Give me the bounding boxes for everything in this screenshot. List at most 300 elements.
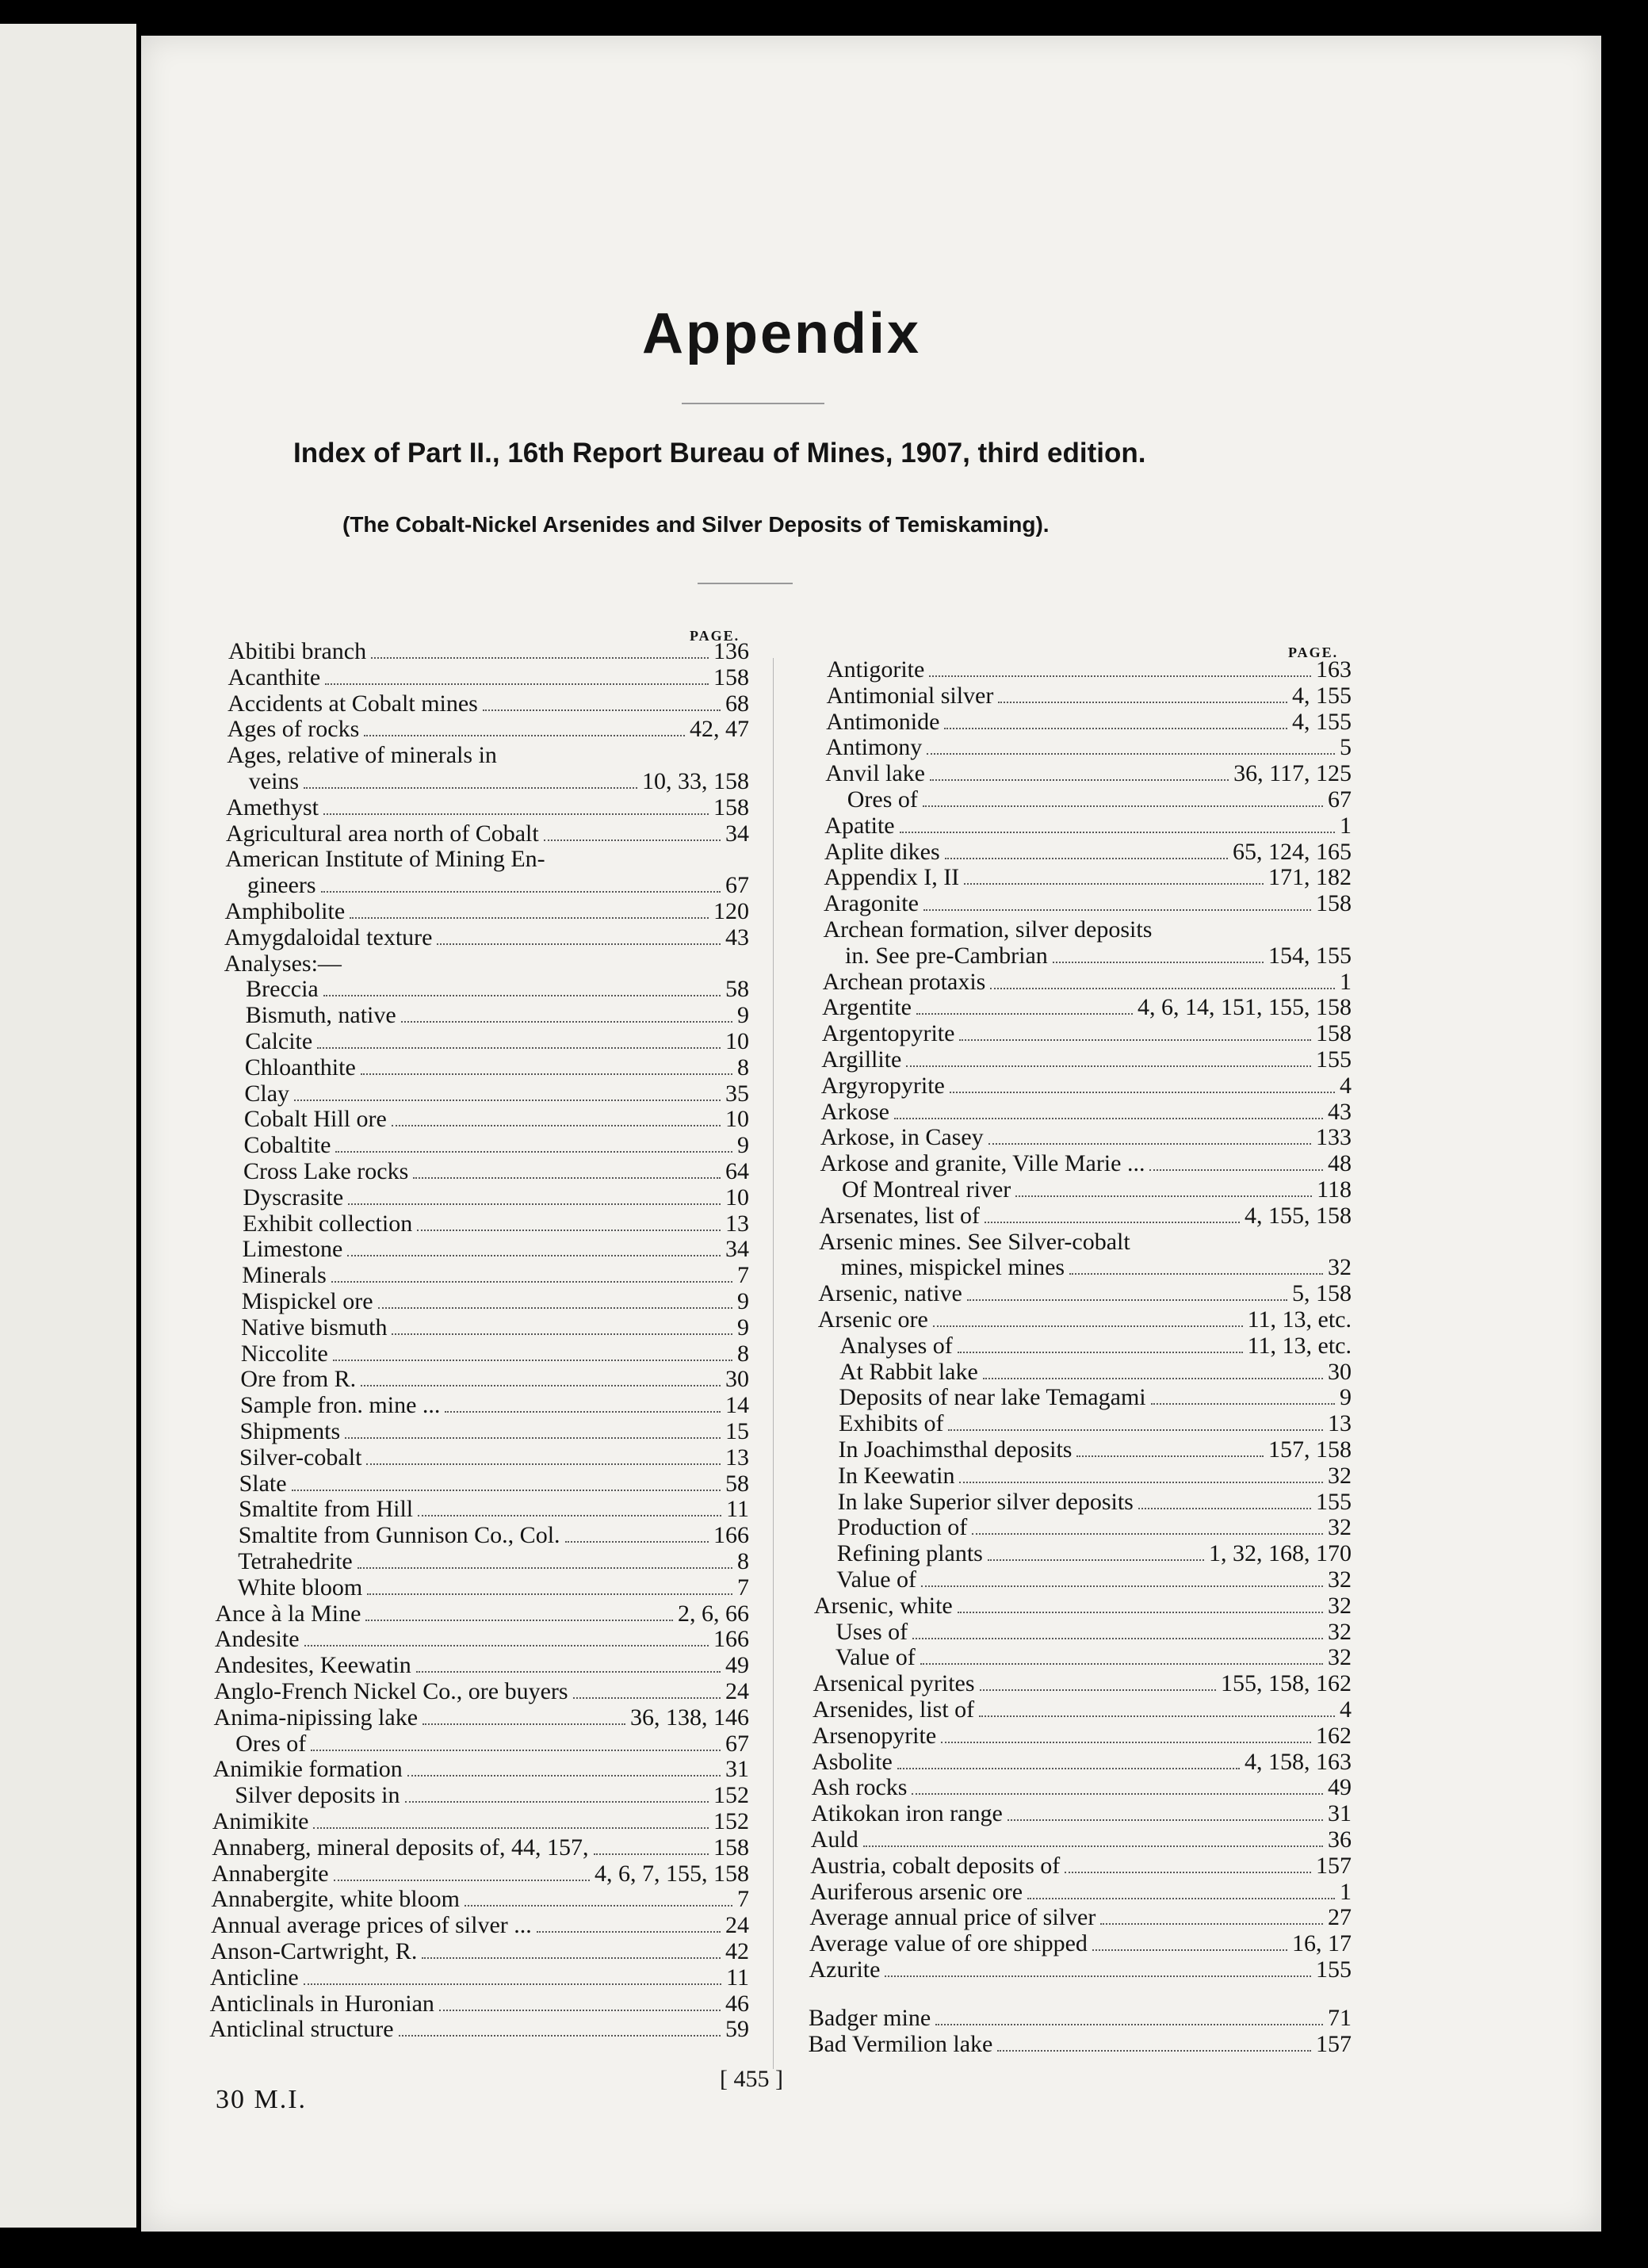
index-entry (825, 761, 1352, 786)
leader-dots (979, 1700, 1335, 1717)
entry-page: 11, 13, etc. (1247, 1332, 1352, 1359)
leader-dots (985, 1206, 1240, 1223)
entry-term: Amygdaloidal texture (224, 924, 433, 950)
index-entry (824, 891, 1352, 916)
left-page-edge (0, 24, 136, 2228)
index-entry (213, 1757, 749, 1782)
entry-term: Ores of (847, 786, 918, 813)
entry-page: 31 (1327, 1800, 1352, 1827)
entry-term: Anticline (210, 1964, 299, 1991)
leader-dots (304, 771, 637, 789)
leader-dots (929, 660, 1311, 677)
index-entry (214, 1653, 749, 1678)
index-entry (835, 1645, 1352, 1670)
leader-dots (988, 1127, 1311, 1145)
entry-page: 46 (725, 1990, 749, 2017)
index-entry (246, 977, 749, 1002)
leader-dots (1069, 1257, 1323, 1275)
index-entry (225, 899, 750, 924)
index-entry (211, 1887, 749, 1912)
entry-term: Arsenic, native (818, 1280, 962, 1307)
entry-term: Silver-cobalt (239, 1444, 362, 1471)
leader-dots (361, 1058, 732, 1075)
leader-dots (445, 1395, 721, 1413)
leader-dots (916, 997, 1133, 1015)
entry-page: 133 (1315, 1124, 1352, 1151)
entry-page: 158 (1315, 890, 1352, 917)
leader-dots (1149, 1153, 1323, 1171)
entry-term: Niccolite (240, 1340, 328, 1367)
index-subtitle-secondary: (The Cobalt-Nickel Arsenides and Silver Deposits of Temiskaming). (342, 512, 1050, 537)
entry-term: Smaltite from Gunnison Co., Col. (238, 1522, 560, 1549)
index-entry (242, 1263, 749, 1288)
leader-dots (1015, 1180, 1312, 1197)
leader-dots (335, 1135, 732, 1153)
leader-dots (292, 1474, 721, 1491)
entry-page: 8 (736, 1340, 749, 1367)
entry-page: 8 (736, 1054, 749, 1080)
leader-dots (465, 1889, 732, 1907)
left-page-label: PAGE. (690, 628, 740, 644)
entry-term: Arsenic, white (813, 1592, 953, 1619)
entry-term: Ance à la Mine (215, 1600, 361, 1627)
leader-dots (416, 1655, 721, 1673)
index-entry (244, 1081, 749, 1107)
leader-dots (323, 979, 721, 996)
entry-page: 34 (725, 1236, 749, 1263)
index-entry (245, 1055, 749, 1080)
index-entry (813, 1697, 1352, 1723)
entry-term: Argyropyrite (820, 1072, 945, 1099)
leader-dots (920, 1647, 1323, 1665)
leader-dots (950, 1076, 1335, 1093)
index-entry (240, 1393, 749, 1418)
leader-dots (1027, 1882, 1335, 1899)
entry-term: Cobaltite (243, 1132, 331, 1159)
index-entry (209, 2017, 749, 2042)
column-divider (773, 658, 774, 2069)
entry-page: 36, 138, 146 (629, 1704, 749, 1731)
index-entry (210, 1991, 749, 2017)
index-entry (241, 1315, 749, 1341)
entry-page: 4, 158, 163 (1244, 1748, 1352, 1775)
entry-term: Analyses:— (224, 950, 342, 977)
entry-term: Value of (836, 1566, 917, 1593)
leader-dots (550, 851, 744, 866)
entry-page: 32 (1328, 1566, 1352, 1593)
index-entry (228, 717, 749, 742)
entry-term: Exhibit collection (243, 1210, 413, 1237)
entry-term: Arsenical pyrites (813, 1670, 975, 1697)
entry-page: 67 (1328, 786, 1352, 813)
leader-dots (897, 1752, 1240, 1769)
index-entry (845, 943, 1352, 969)
entry-page: 155 (1316, 1956, 1352, 1983)
index-entry (838, 1490, 1352, 1515)
entry-term: veins (248, 768, 300, 794)
entry-term: Deposits of near lake Temagami (839, 1384, 1146, 1411)
entry-term: Exhibits of (838, 1410, 944, 1437)
leader-dots (304, 1629, 709, 1646)
entry-page: 31 (725, 1756, 749, 1783)
index-entry (215, 1601, 749, 1627)
leader-dots (945, 842, 1228, 859)
entry-term: mines, mispickel mines (840, 1254, 1065, 1281)
index-entry (227, 743, 749, 768)
entry-term: Bismuth, native (245, 1002, 396, 1029)
index-entry (811, 1827, 1352, 1853)
leader-dots (565, 1525, 709, 1543)
leader-dots (348, 1188, 721, 1205)
entry-page: 36, 117, 125 (1233, 760, 1352, 787)
leader-dots (345, 1421, 721, 1439)
entry-term: Archean protaxis (822, 968, 986, 995)
entry-page: 32 (1327, 1618, 1352, 1645)
leader-dots (1157, 921, 1347, 937)
index-entry (239, 1523, 749, 1548)
entry-page: 155 (1315, 1488, 1352, 1515)
entry-term: In Joachimsthal deposits (838, 1436, 1073, 1463)
leader-dots (413, 1161, 721, 1179)
entry-term: Ore from R. (240, 1366, 357, 1393)
index-entry (224, 925, 749, 950)
entry-term: Production of (837, 1514, 968, 1541)
leader-dots (1076, 1440, 1264, 1457)
leader-dots (325, 667, 709, 685)
leader-dots (959, 1023, 1311, 1041)
leader-dots (980, 1673, 1216, 1691)
entry-page: 42 (725, 1938, 749, 1964)
entry-page: 158 (713, 1834, 749, 1861)
index-entry (240, 1367, 749, 1392)
entry-term: Silver deposits in (235, 1782, 400, 1809)
index-entry (243, 1133, 749, 1158)
leader-dots (933, 1310, 1243, 1327)
index-entry (243, 1211, 749, 1237)
leader-dots (401, 1005, 732, 1023)
leader-dots (972, 1517, 1323, 1535)
page-title: Appendix (642, 302, 922, 365)
leader-dots (1138, 1492, 1311, 1509)
leader-dots (437, 927, 721, 945)
entry-page: 65, 124, 165 (1232, 838, 1352, 865)
leader-dots (912, 1622, 1323, 1639)
entry-page: 10 (725, 1106, 749, 1133)
leader-dots (927, 737, 1335, 755)
entry-page: 10 (725, 1028, 749, 1054)
index-entry (243, 1159, 749, 1184)
index-entry (826, 735, 1352, 760)
index-entry (824, 813, 1352, 839)
leader-dots (313, 1811, 709, 1829)
entry-term: Breccia (246, 976, 319, 1003)
index-entry (824, 917, 1352, 943)
entry-term: Cross Lake rocks (243, 1158, 409, 1184)
index-entry (245, 1029, 749, 1054)
entry-page: 4 (1339, 1072, 1352, 1099)
entry-page: 32 (1327, 1592, 1352, 1619)
index-subtitle: Index of Part II., 16th Report Bureau of Mines, 1907, third edition. (293, 438, 1146, 469)
entry-term: Animikite (212, 1808, 309, 1834)
leader-dots (544, 824, 721, 841)
entry-page: 9 (736, 1314, 749, 1341)
entry-page: 32 (1327, 1254, 1352, 1281)
index-entry (835, 1620, 1352, 1645)
entry-term: Auriferous arsenic ore (809, 1878, 1023, 1905)
entry-page: 4, 6, 14, 151, 155, 158 (1137, 994, 1352, 1021)
index-entry (809, 2006, 1352, 2031)
index-entry (811, 1801, 1352, 1826)
entry-term: Antimonide (826, 708, 940, 735)
index-entry (809, 2032, 1352, 2057)
entry-page: 4, 155 (1291, 708, 1352, 735)
index-entry (839, 1411, 1352, 1436)
index-entry (226, 821, 749, 847)
index-entry (242, 1289, 749, 1314)
leader-dots (958, 1336, 1243, 1353)
index-entry (809, 1931, 1352, 1956)
leader-dots (321, 875, 721, 893)
index-entry (810, 1880, 1352, 1905)
index-entry (212, 1835, 749, 1861)
index-entry (247, 873, 749, 898)
entry-page: 158 (713, 664, 749, 690)
entry-page: 59 (725, 2016, 749, 2043)
index-entry (818, 1307, 1352, 1333)
leader-dots (885, 1960, 1311, 1977)
entry-term: Smaltite from Hill (239, 1496, 414, 1523)
entry-page: 162 (1315, 1722, 1352, 1749)
leader-dots (923, 893, 1311, 911)
index-entry (826, 709, 1352, 735)
entry-page: 67 (725, 1730, 749, 1757)
leader-dots (921, 1570, 1323, 1587)
entry-page: 43 (1327, 1098, 1352, 1125)
entry-page: 157 (1315, 2030, 1352, 2057)
entry-page: 9 (736, 1002, 749, 1029)
entry-term: Argentopyrite (821, 1020, 955, 1047)
entry-term: Average annual price of silver (809, 1904, 1096, 1931)
index-entry (243, 1237, 749, 1262)
index-entry (814, 1593, 1352, 1619)
index-entry (212, 1861, 749, 1887)
entry-term: Dyscrasite (243, 1184, 344, 1210)
entry-page: 8 (737, 1548, 749, 1574)
index-entry (841, 1255, 1352, 1280)
entry-term: Chloanthite (244, 1054, 356, 1080)
entry-term: Ages of rocks (227, 716, 360, 743)
entry-page: 30 (725, 1366, 749, 1393)
entry-page: 64 (725, 1158, 749, 1184)
entry-page: 2, 6, 66 (677, 1600, 749, 1627)
entry-term: Shipments (239, 1418, 341, 1444)
entry-page: 10, 33, 158 (642, 768, 749, 794)
entry-term: In lake Superior silver deposits (837, 1488, 1134, 1515)
index-entry (244, 1107, 749, 1132)
entry-term: Arkose, in Casey (820, 1124, 984, 1151)
leader-dots (422, 1941, 721, 1959)
leader-dots (371, 641, 709, 659)
leader-dots (334, 1864, 590, 1881)
entry-term: Annabergite (211, 1860, 329, 1887)
entry-page: 67 (725, 872, 749, 899)
entry-page: 30 (1327, 1358, 1352, 1385)
entry-page: 13 (725, 1210, 749, 1237)
entry-page: 152 (713, 1782, 749, 1809)
entry-page: 11 (726, 1964, 749, 1991)
entry-page: 42, 47 (689, 716, 749, 743)
leader-dots (323, 797, 709, 815)
leader-dots (347, 1239, 721, 1256)
entry-term: Analyses of (839, 1332, 953, 1359)
entry-page: 5, 158 (1291, 1280, 1352, 1307)
entry-page: 27 (1327, 1904, 1352, 1931)
entry-term: Aragonite (823, 890, 919, 917)
entry-term: Apatite (824, 812, 895, 839)
entry-page: 35 (725, 1080, 749, 1107)
index-entry (836, 1567, 1352, 1593)
entry-page: 24 (725, 1912, 749, 1939)
entry-page: 7 (736, 1574, 749, 1601)
index-entry (212, 1809, 749, 1834)
index-entry (837, 1541, 1352, 1566)
leader-dots (392, 1318, 732, 1335)
leader-dots (304, 1968, 721, 1985)
entry-term: Acanthite (228, 664, 321, 690)
index-entry (215, 1627, 749, 1652)
entry-page: 9 (1339, 1384, 1352, 1411)
entry-term: Tetrahedrite (238, 1548, 353, 1574)
entry-term: Arsenic ore (817, 1306, 928, 1333)
entry-page: 7 (736, 1886, 749, 1913)
entry-page: 152 (713, 1808, 749, 1834)
entry-term: Native bismuth (241, 1314, 388, 1341)
entry-term: Anvil lake (825, 760, 925, 787)
leader-dots (365, 1604, 673, 1621)
index-entry (238, 1549, 749, 1574)
entry-term: Calcite (245, 1028, 313, 1054)
entry-page: 163 (1316, 656, 1352, 683)
leader-dots (378, 1291, 732, 1309)
leader-dots (941, 1726, 1311, 1743)
index-entry (827, 657, 1352, 683)
leader-dots (958, 1596, 1323, 1613)
index-entry (214, 1705, 749, 1731)
index-entry (824, 840, 1352, 865)
leader-dots (399, 2019, 721, 2037)
entry-term: Arsenates, list of (819, 1202, 981, 1229)
leader-dots (358, 1551, 732, 1569)
entry-term: Andesite (214, 1626, 300, 1653)
index-entry (839, 1333, 1352, 1359)
entry-term: Anticlinal structure (209, 2016, 394, 2043)
entry-page: 58 (725, 976, 749, 1003)
entry-page: 4, 6, 7, 155, 158 (594, 1860, 749, 1887)
entry-term: Amethyst (226, 794, 319, 820)
entry-term: Value of (835, 1644, 916, 1671)
leader-dots (423, 1708, 625, 1725)
entry-page: 16, 17 (1291, 1930, 1352, 1957)
index-entry (819, 1230, 1352, 1255)
index-entry (818, 1281, 1352, 1306)
entry-term: Mispickel ore (241, 1288, 373, 1314)
leader-dots (367, 1578, 732, 1595)
index-entry (823, 970, 1352, 995)
entry-page: 158 (713, 794, 749, 820)
index-entry (827, 683, 1352, 709)
entry-term: Anima-nipissing lake (213, 1704, 419, 1731)
index-entry (235, 1731, 749, 1757)
index-entry (839, 1360, 1352, 1385)
entry-term: Animikie formation (212, 1756, 403, 1783)
entry-term: Austria, cobalt deposits of (810, 1852, 1061, 1879)
entry-page: 118 (1317, 1176, 1352, 1203)
index-entry (224, 951, 749, 977)
entry-page: 9 (737, 1288, 749, 1314)
leader-dots (294, 1084, 721, 1101)
entry-term: Arsenopyrite (812, 1722, 937, 1749)
entry-page: 58 (725, 1470, 749, 1497)
leader-dots (923, 790, 1323, 807)
index-entry (235, 1783, 749, 1808)
section-rule (698, 583, 793, 584)
index-entry (822, 995, 1352, 1020)
entry-term: Argillite (821, 1046, 902, 1073)
entry-term: Uses of (835, 1618, 908, 1645)
index-entry (246, 1003, 749, 1028)
entry-page: 49 (1327, 1774, 1352, 1801)
entry-term: Antimony (825, 734, 923, 761)
entry-page: 13 (1327, 1410, 1352, 1437)
index-entry (821, 1047, 1352, 1073)
index-entry (228, 639, 749, 664)
entry-term: Ores of (235, 1730, 307, 1757)
entry-term: Anson-Cartwright, R. (210, 1938, 418, 1964)
leader-dots (364, 719, 685, 736)
index-entry (238, 1575, 749, 1601)
leader-dots (537, 1915, 721, 1933)
entry-page: 166 (713, 1626, 749, 1653)
index-entry (822, 1021, 1352, 1046)
leader-dots (392, 1109, 721, 1126)
entry-term: Cobalt Hill ore (243, 1106, 387, 1133)
entry-page: 32 (1327, 1514, 1352, 1541)
leader-dots (311, 1734, 721, 1751)
entry-term: Badger mine (809, 2004, 931, 2031)
entry-term: Antimonial silver (826, 682, 994, 709)
entry-page: 1, 32, 168, 170 (1208, 1540, 1352, 1567)
entry-term: Refining plants (836, 1540, 983, 1567)
entry-term: Arsenic mines. See Silver-cobalt (819, 1228, 1130, 1255)
index-entry (239, 1497, 749, 1522)
right-page-label: PAGE. (1288, 644, 1339, 660)
leader-dots (964, 867, 1264, 885)
entry-term: Of Montreal river (842, 1176, 1011, 1203)
index-entry (225, 847, 749, 872)
entry-term: Abitibi branch (228, 638, 367, 664)
index-entry (809, 1905, 1352, 1930)
entry-term: American Institute of Mining En- (225, 846, 545, 873)
index-entry (228, 665, 749, 690)
leader-dots (1135, 1233, 1347, 1249)
entry-term: Archean formation, silver deposits (823, 916, 1153, 943)
entry-term: Sample fron. mine ... (239, 1392, 441, 1419)
entry-term: Asbolite (812, 1748, 893, 1775)
leader-dots (417, 1214, 721, 1231)
entry-page: 4, 155 (1291, 682, 1352, 709)
entry-page: 157, 158 (1268, 1436, 1352, 1463)
leader-dots (333, 1344, 732, 1361)
